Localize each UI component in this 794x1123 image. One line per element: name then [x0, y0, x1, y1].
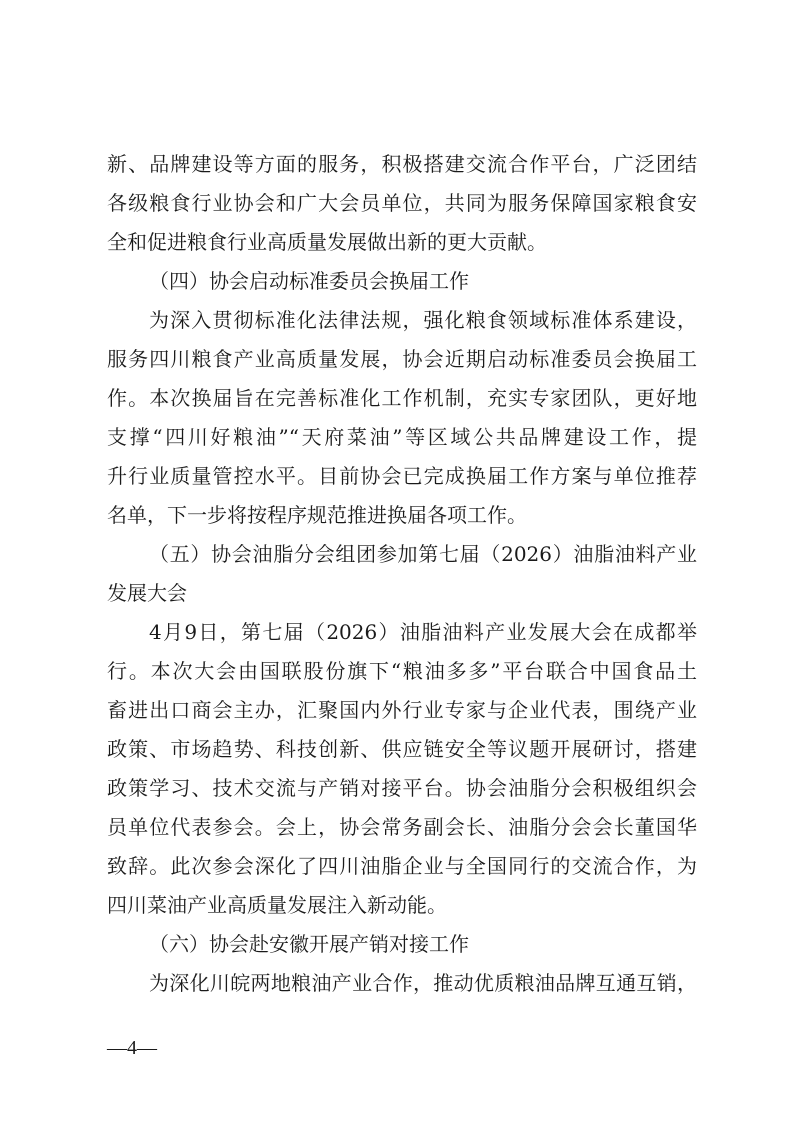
paragraph-line: 政策学习、技术交流与产销对接平台。协会油脂分会积极组织会 — [107, 776, 697, 800]
paragraph-line: 各级粮食行业协会和广大会员单位，共同为服务保障国家粮食安 — [107, 191, 697, 215]
paragraph-line: 畜进出口商会主办，汇聚国内外行业专家与企业代表，围绕产业 — [107, 698, 697, 722]
section-heading-5: （五）协会油脂分会组团参加第七届（2026）油脂油料产业 — [149, 542, 697, 566]
paragraph-line: 致辞。此次参会深化了四川油脂企业与全国同行的交流合作，为 — [107, 854, 697, 878]
section-heading-4: （四）协会启动标准委员会换届工作 — [149, 269, 469, 293]
paragraph-line: 四川菜油产业高质量发展注入新动能。 — [107, 893, 447, 917]
paragraph-line: 政策、市场趋势、科技创新、供应链安全等议题开展研讨，搭建 — [107, 737, 697, 761]
paragraph-line: 升行业质量管控水平。目前协会已完成换届工作方案与单位推荐 — [107, 464, 697, 488]
section-heading-6: （六）协会赴安徽开展产销对接工作 — [149, 932, 469, 956]
paragraph-line: 服务四川粮食产业高质量发展，协会近期启动标准委员会换届工 — [107, 347, 697, 371]
paragraph-line: 4月9日，第七届（2026）油脂油料产业发展大会在成都举 — [149, 620, 697, 644]
paragraph-line: 新、品牌建设等方面的服务，积极搭建交流合作平台，广泛团结 — [107, 152, 697, 176]
page-number: —4— — [107, 1037, 157, 1059]
paragraph-line: 为深入贯彻标准化法律法规，强化粮食领域标准体系建设， — [149, 308, 697, 332]
paragraph-line: 为深化川皖两地粮油产业合作，推动优质粮油品牌互通互销， — [149, 971, 697, 995]
paragraph-line: 行。本次大会由国联股份旗下“粮油多多”平台联合中国食品土 — [107, 659, 697, 683]
paragraph-line: 名单，下一步将按程序规范推进换届各项工作。 — [107, 503, 527, 527]
paragraph-line: 支撑“四川好粮油”“天府菜油”等区域公共品牌建设工作，提 — [107, 425, 697, 449]
section-heading-5-cont: 发展大会 — [107, 581, 187, 605]
paragraph-line: 员单位代表参会。会上，协会常务副会长、油脂分会会长董国华 — [107, 815, 697, 839]
paragraph-line: 作。本次换届旨在完善标准化工作机制，充实专家团队，更好地 — [107, 386, 697, 410]
paragraph-line: 全和促进粮食行业高质量发展做出新的更大贡献。 — [107, 230, 547, 254]
